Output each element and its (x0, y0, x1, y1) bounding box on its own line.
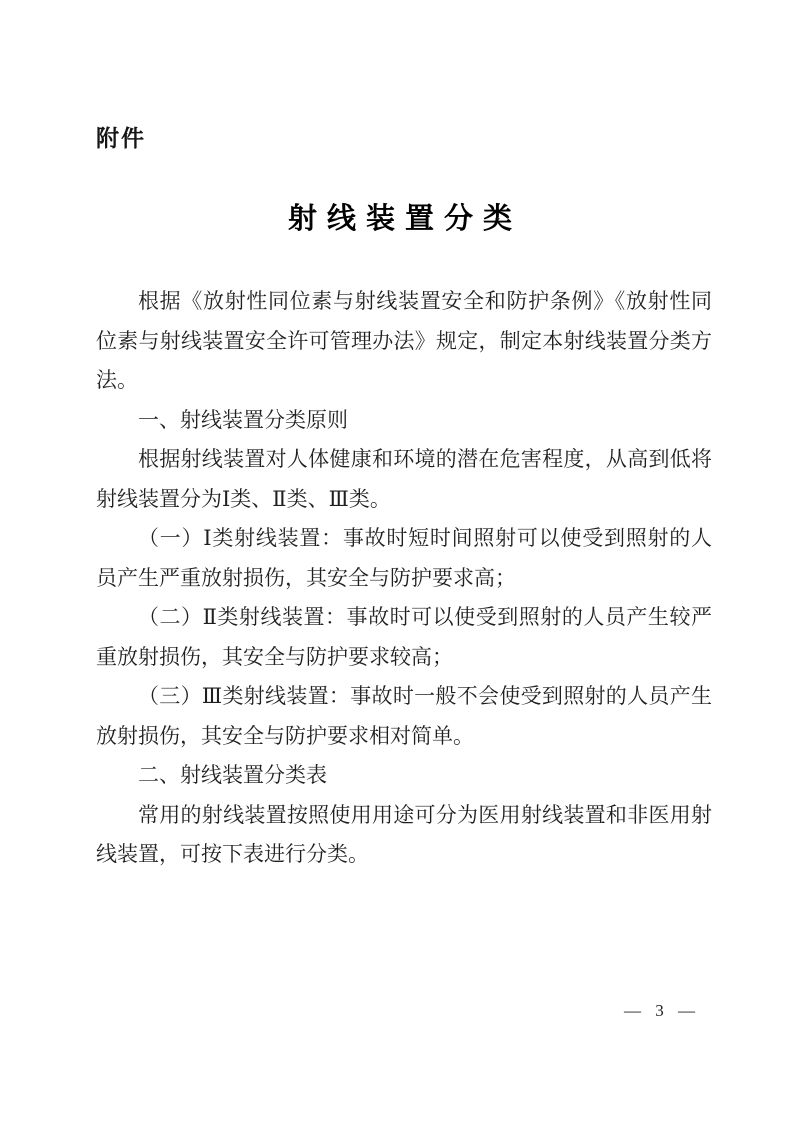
paragraph-classification-principle: 根据射线装置对人体健康和环境的潜在危害程度，从高到低将射线装置分为Ⅰ类、Ⅱ类、Ⅲ类。 (96, 447, 712, 511)
paragraph-intro: 根据《放射性同位素与射线装置安全和防护条例》《放射性同位素与射线装置安全许可管理办法》规定，制定本射线装置分类方法。 (96, 289, 712, 392)
heading-section-2: 二、射线装置分类表 (138, 763, 327, 787)
page-number: — 3 — (624, 1001, 700, 1020)
paragraph-usage: 常用的射线装置按照使用用途可分为医用射线装置和非医用射线装置，可按下表进行分类。 (96, 802, 712, 866)
document-body (96, 282, 712, 875)
page-title: 射线装置分类 (287, 203, 522, 235)
paragraph-class-1: （一）Ⅰ类射线装置：事故时短时间照射可以使受到照射的人员产生严重放射损伤，其安全与防护要求高； (96, 526, 712, 590)
paragraph-class-2: （二）Ⅱ类射线装置：事故时可以使受到照射的人员产生较严重放射损伤，其安全与防护要求较高； (96, 605, 712, 669)
paragraph-class-3: （三）Ⅲ类射线装置：事故时一般不会使受到照射的人员产生放射损伤，其安全与防护要求相对简单。 (96, 684, 712, 748)
heading-section-1: 一、射线装置分类原则 (138, 407, 348, 432)
attachment-label: 附件 (96, 125, 146, 151)
